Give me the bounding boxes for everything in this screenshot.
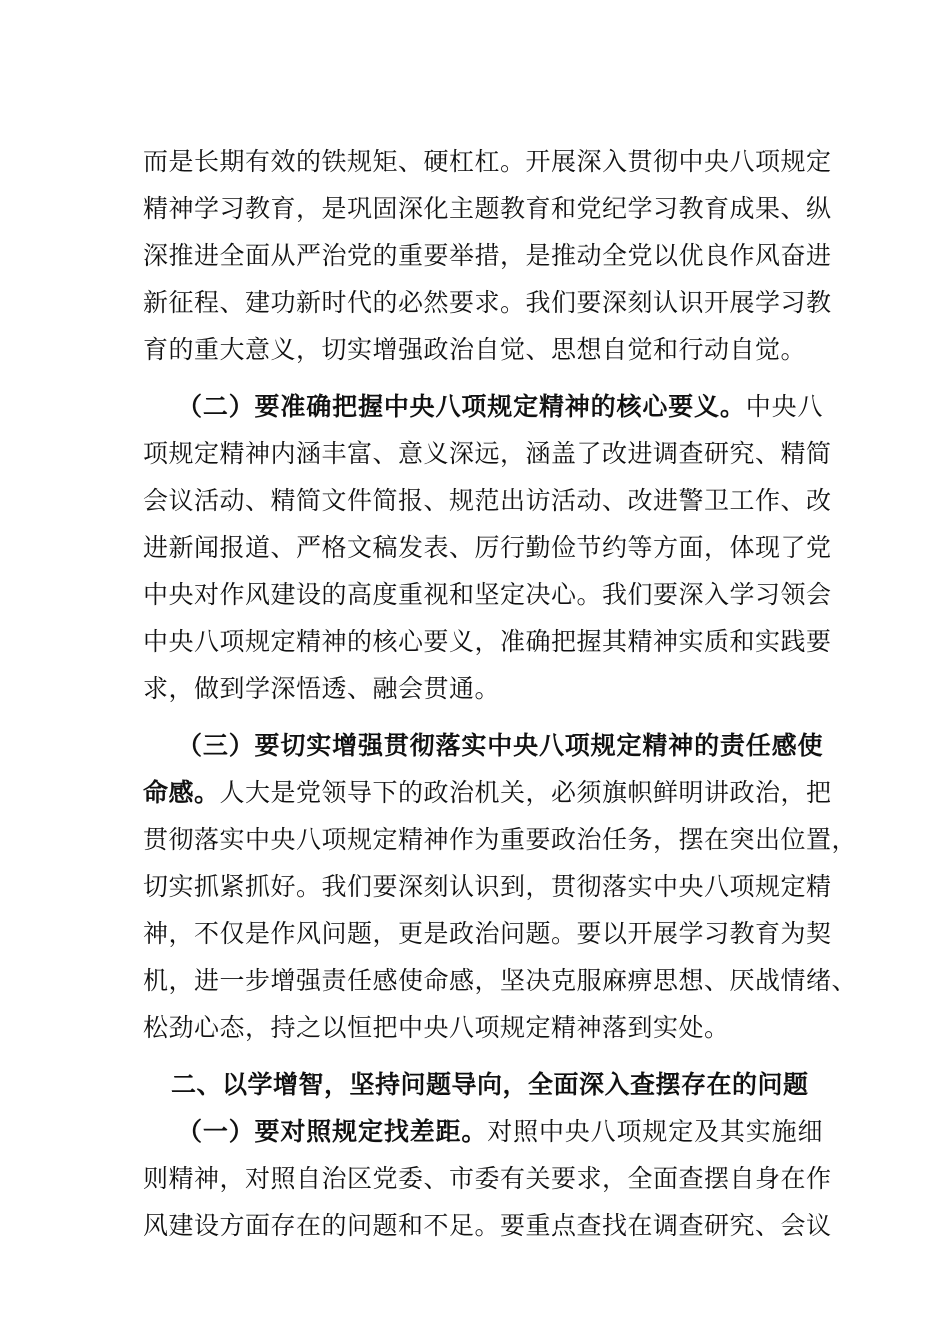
text-line: 切实抓紧抓好。我们要深刻认识到，贯彻落实中央八项规定精 (143, 872, 832, 901)
text-line: 育的重大意义，切实增强政治自觉、思想自觉和行动自觉。 (143, 335, 807, 364)
text-run: 对照中央八项规定及其实施细 (487, 1117, 823, 1146)
paragraph (143, 138, 832, 373)
text-line: 会议活动、精简文件简报、规范出访活动、改进警卫工作、改 (143, 486, 832, 515)
text-line: 精神学习教育，是巩固深化主题教育和党纪学习教育成果、纵 (143, 194, 832, 223)
text-line: 求，做到学深悟透、融会贯通。 (143, 674, 501, 703)
text-line: 项规定精神内涵丰富、意义深远，涵盖了改进调查研究、精简 (143, 439, 832, 468)
text-line: 新征程、建功新时代的必然要求。我们要深刻认识开展学习教 (143, 288, 832, 317)
paragraph-lead: 命感。 (143, 778, 220, 807)
text-line: 进新闻报道、严格文稿发表、厉行勤俭节约等方面，体现了党 (143, 533, 832, 562)
text-line: 中央八项规定精神的核心要义，准确把握其精神实质和实践要 (143, 627, 832, 656)
text-line: 神，不仅是作风问题，更是政治问题。要以开展学习教育为契 (143, 919, 832, 948)
section-heading: 二、以学增智，坚持问题导向，全面深入查摆存在的问题 (171, 1070, 809, 1099)
paragraph (143, 383, 832, 712)
text-line: 风建设方面存在的问题和不足。要重点查找在调查研究、会议 (143, 1211, 832, 1240)
text-line: 中央对作风建设的高度重视和坚定决心。我们要深入学习领会 (143, 580, 832, 609)
text-line: 贯彻落实中央八项规定精神作为重要政治任务，摆在突出位置， (143, 825, 858, 854)
text-line (143, 383, 823, 430)
text-line: 松劲心态，持之以恒把中央八项规定精神落到实处。 (143, 1013, 730, 1042)
text-run: 人大是党领导下的政治机关，必须旗帜鲜明讲政治，把 (219, 778, 832, 807)
text-line: 机，进一步增强责任感使命感，坚决克服麻痹思想、厌战情绪、 (143, 966, 858, 995)
paragraph (143, 1108, 832, 1249)
text-line: 而是长期有效的铁规矩、硬杠杠。开展深入贯彻中央八项规定 (143, 147, 832, 176)
text-line (143, 769, 832, 816)
paragraph-lead: （二）要准确把握中央八项规定精神的核心要义。 (177, 392, 746, 421)
text-line: 则精神，对照自治区党委、市委有关要求，全面查摆自身在作 (143, 1164, 832, 1193)
text-line (143, 1108, 823, 1155)
paragraph-lead: （三）要切实增强贯彻落实中央八项规定精神的责任感使 (177, 731, 823, 760)
text-run: 中央八 (745, 392, 823, 421)
paragraph-lead: （一）要对照规定找差距。 (177, 1117, 488, 1146)
document-body (143, 138, 858, 1249)
paragraph (143, 722, 858, 1051)
text-line: 深推进全面从严治党的重要举措，是推动全党以优良作风奋进 (143, 241, 832, 270)
